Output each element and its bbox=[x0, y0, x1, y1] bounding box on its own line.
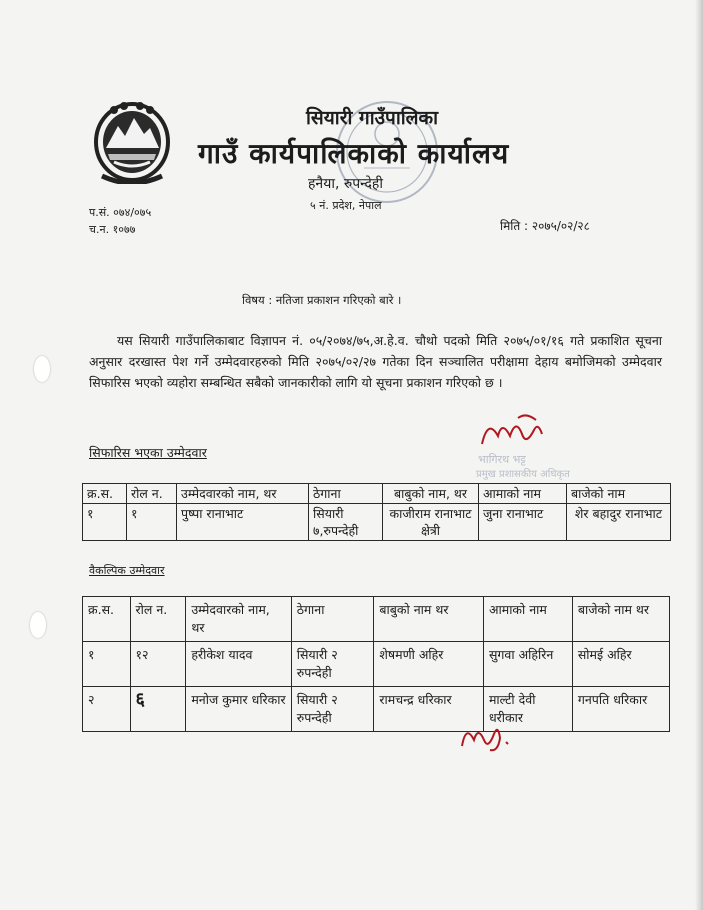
col-header: रोल न. bbox=[130, 597, 186, 642]
col-header: बाबुको नाम, थर bbox=[383, 484, 479, 504]
col-header: बाजेको नाम थर bbox=[572, 597, 669, 642]
cell-address: सियारी ७,रुपन्देही bbox=[309, 504, 383, 541]
province-line: ५ नं. प्रदेश, नेपाल bbox=[310, 199, 382, 212]
cell-serial: १ bbox=[83, 642, 131, 687]
cell-address: सियारी २ रुपन्देही bbox=[291, 642, 374, 687]
letter-date: मिति : २०७५/०२/२८ bbox=[500, 219, 590, 233]
col-header: रोल न. bbox=[127, 484, 177, 504]
cell-father: काजीराम रानाभाट क्षेत्री bbox=[383, 504, 479, 541]
alternate-candidates-table bbox=[82, 596, 670, 732]
cell-father: शेषमणी अहिर bbox=[374, 642, 484, 687]
col-header: उम्मेदवारको नाम, थर bbox=[177, 484, 309, 504]
cell-father: रामचन्द्र धरिकार bbox=[374, 687, 484, 732]
table-row bbox=[83, 504, 671, 541]
signer-name-stamp: भागिरथ भट्ट bbox=[478, 453, 526, 466]
punch-hole bbox=[30, 612, 46, 638]
col-header: बाबुको नाम थर bbox=[374, 597, 484, 642]
table-header-row bbox=[83, 597, 670, 642]
letter-reference-number: प.सं. ०७४/०७५ bbox=[89, 206, 152, 219]
recommended-candidates-table bbox=[82, 483, 671, 541]
section-heading-recommended: सिफारिस भएका उम्मेदवार bbox=[89, 445, 207, 460]
letter-body: यस सियारी गाउँपालिकाबाट विज्ञापन नं. ०५/२०७४/७५,अ.हे.व. चौथो पदको मिति २०७५/०१/१६ गते प्रकाशित सूचना अनुसार दरखास्त पेश गर्ने उम्मेदवारहरुको मिति २०७५/०२/२७ गतेका दिन सञ्चालित परीक्षामा देहाय बमोजिमको उम्मेदवार सिफारिस भएको व्यहोरा सम्बन्धित सबैको जानकारीको लागि यो सूचना प्रकाशन गरिएको छ । bbox=[89, 333, 662, 390]
col-header: आमाको नाम bbox=[479, 484, 567, 504]
col-header: उम्मेदवारको नाम, थर bbox=[186, 597, 291, 642]
letter-subject: विषय : नतिजा प्रकाशन गरिएको बारे । bbox=[242, 293, 402, 307]
cell-serial: २ bbox=[83, 687, 131, 732]
office-title: गाउँ कार्यपालिकाको कार्यालय bbox=[198, 137, 510, 170]
nepal-emblem-icon bbox=[92, 98, 172, 184]
dispatch-number: च.न. १०७७ bbox=[89, 223, 136, 236]
col-header: क्र.स. bbox=[83, 597, 131, 642]
cell-name: हरीकेश यादव bbox=[186, 642, 291, 687]
signer-title-stamp: प्रमुख प्रशासकीय अधिकृत bbox=[476, 469, 570, 480]
col-header: बाजेको नाम bbox=[567, 484, 671, 504]
cell-mother: जुना रानाभाट bbox=[479, 504, 567, 541]
col-header: ठेगाना bbox=[291, 597, 374, 642]
scan-edge-shadow bbox=[695, 0, 703, 910]
cell-name: मनोज कुमार धरिकार bbox=[186, 687, 291, 732]
section-heading-alternate: वैकल्पिक उम्मेदवार bbox=[89, 564, 165, 577]
table-header-row bbox=[83, 484, 671, 504]
table-row bbox=[83, 687, 670, 732]
cell-grandfather: गनपति धरिकार bbox=[572, 687, 669, 732]
col-header: क्र.स. bbox=[83, 484, 127, 504]
cell-roll: ६ bbox=[130, 687, 186, 732]
initial-signature-mark bbox=[456, 716, 516, 756]
table-row bbox=[83, 642, 670, 687]
office-location: हनैया, रुपन्देही bbox=[308, 176, 383, 192]
cell-mother: माल्टी देवी धरीकार bbox=[483, 687, 572, 732]
cell-mother: सुगवा अहिरिन bbox=[483, 642, 572, 687]
cell-name: पुष्पा रानाभाट bbox=[177, 504, 309, 541]
cell-grandfather: शेर बहादुर रानाभाट bbox=[567, 504, 671, 541]
municipality-name: सियारी गाउँपालिका bbox=[306, 107, 439, 129]
col-header: आमाको नाम bbox=[483, 597, 572, 642]
punch-hole bbox=[34, 356, 50, 382]
signature-mark bbox=[476, 410, 548, 452]
cell-roll: १२ bbox=[130, 642, 186, 687]
cell-serial: १ bbox=[83, 504, 127, 541]
cell-grandfather: सोमई अहिर bbox=[572, 642, 669, 687]
cell-address: सियारी २ रुपन्देही bbox=[291, 687, 374, 732]
col-header: ठेगाना bbox=[309, 484, 383, 504]
cell-roll: १ bbox=[127, 504, 177, 541]
